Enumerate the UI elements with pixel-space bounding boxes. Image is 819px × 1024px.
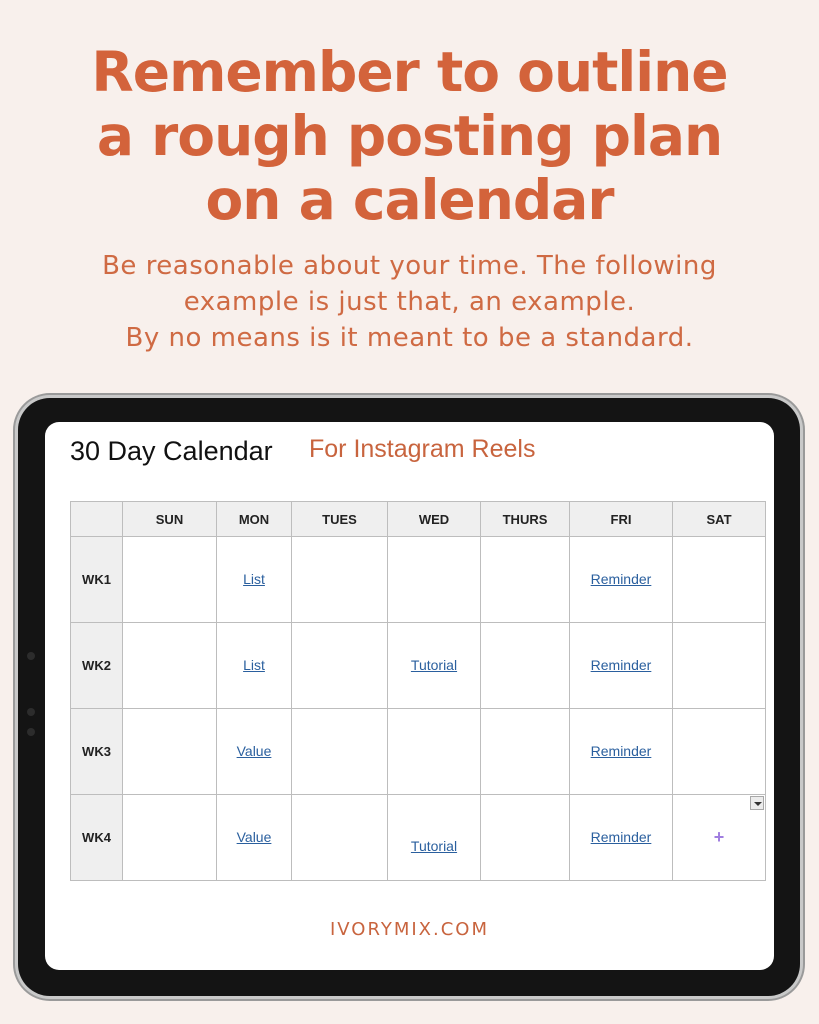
sensor-icon	[27, 728, 35, 736]
column-header-sun[interactable]: SUN	[123, 502, 217, 537]
day-cell[interactable]	[481, 709, 570, 795]
post-link[interactable]: Reminder	[590, 570, 652, 587]
post-link[interactable]: Tutorial	[410, 656, 458, 673]
day-cell[interactable]	[388, 623, 481, 709]
day-cell[interactable]	[123, 537, 217, 623]
camera-icon	[27, 652, 35, 660]
day-cell[interactable]	[673, 623, 766, 709]
post-link[interactable]: List	[243, 570, 265, 587]
week-label: WK4	[71, 795, 123, 881]
dropdown-arrow-icon[interactable]	[750, 796, 764, 810]
plus-icon[interactable]: +	[713, 827, 725, 847]
week-label: WK3	[71, 709, 123, 795]
headline-line-3: on a calendar	[205, 168, 614, 232]
day-cell[interactable]	[388, 795, 481, 881]
post-link[interactable]: Reminder	[590, 828, 652, 845]
column-header-fri[interactable]: FRI	[570, 502, 673, 537]
day-cell[interactable]	[673, 537, 766, 623]
day-cell[interactable]	[673, 709, 766, 795]
day-cell[interactable]	[570, 537, 673, 623]
post-link[interactable]: Tutorial	[410, 837, 458, 854]
sensor-icon	[27, 708, 35, 716]
day-cell[interactable]	[481, 537, 570, 623]
day-cell[interactable]	[123, 623, 217, 709]
calendar-subtitle: For Instagram Reels	[309, 435, 536, 463]
column-header-tues[interactable]: TUES	[292, 502, 388, 537]
week-row	[71, 795, 766, 881]
day-cell[interactable]	[570, 709, 673, 795]
post-link[interactable]: List	[243, 656, 265, 673]
corner-cell	[71, 502, 123, 537]
week-label: WK1	[71, 537, 123, 623]
tablet-device	[18, 398, 800, 996]
day-cell[interactable]	[123, 709, 217, 795]
week-row	[71, 623, 766, 709]
day-cell[interactable]	[292, 623, 388, 709]
subtext-line-3: By no means is it meant to be a standard.	[125, 323, 694, 353]
headline-line-2: a rough posting plan	[96, 104, 723, 168]
day-cell[interactable]	[217, 623, 292, 709]
headline	[0, 40, 819, 232]
week-label: WK2	[71, 623, 123, 709]
subtext-line-1: Be reasonable about your time. The following	[102, 251, 717, 281]
post-link[interactable]: Reminder	[590, 742, 652, 759]
subtext	[0, 248, 819, 356]
subtext-line-2: example is just that, an example.	[183, 287, 636, 317]
day-cell[interactable]	[292, 795, 388, 881]
calendar-grid	[70, 501, 766, 881]
day-cell[interactable]	[481, 795, 570, 881]
day-cell[interactable]	[123, 795, 217, 881]
day-cell[interactable]	[217, 537, 292, 623]
week-row	[71, 709, 766, 795]
day-cell[interactable]	[292, 537, 388, 623]
column-header-thurs[interactable]: THURS	[481, 502, 570, 537]
calendar-header-row	[71, 502, 766, 537]
calendar-title: 30 Day Calendar	[70, 436, 273, 466]
day-cell[interactable]	[570, 795, 673, 881]
post-link[interactable]: Value	[236, 742, 272, 759]
day-cell[interactable]	[388, 709, 481, 795]
post-link[interactable]: Reminder	[590, 656, 652, 673]
day-cell[interactable]	[217, 709, 292, 795]
tablet-screen	[45, 422, 774, 970]
day-cell[interactable]	[673, 795, 766, 881]
column-header-sat[interactable]: SAT	[673, 502, 766, 537]
column-header-mon[interactable]: MON	[217, 502, 292, 537]
week-row	[71, 537, 766, 623]
post-link[interactable]: Value	[236, 828, 272, 845]
column-header-wed[interactable]: WED	[388, 502, 481, 537]
day-cell[interactable]	[388, 537, 481, 623]
day-cell[interactable]	[217, 795, 292, 881]
day-cell[interactable]	[570, 623, 673, 709]
day-cell[interactable]	[481, 623, 570, 709]
headline-line-1: Remember to outline	[91, 40, 728, 104]
day-cell[interactable]	[292, 709, 388, 795]
footer-brand: IVORYMIX.COM	[330, 919, 489, 940]
